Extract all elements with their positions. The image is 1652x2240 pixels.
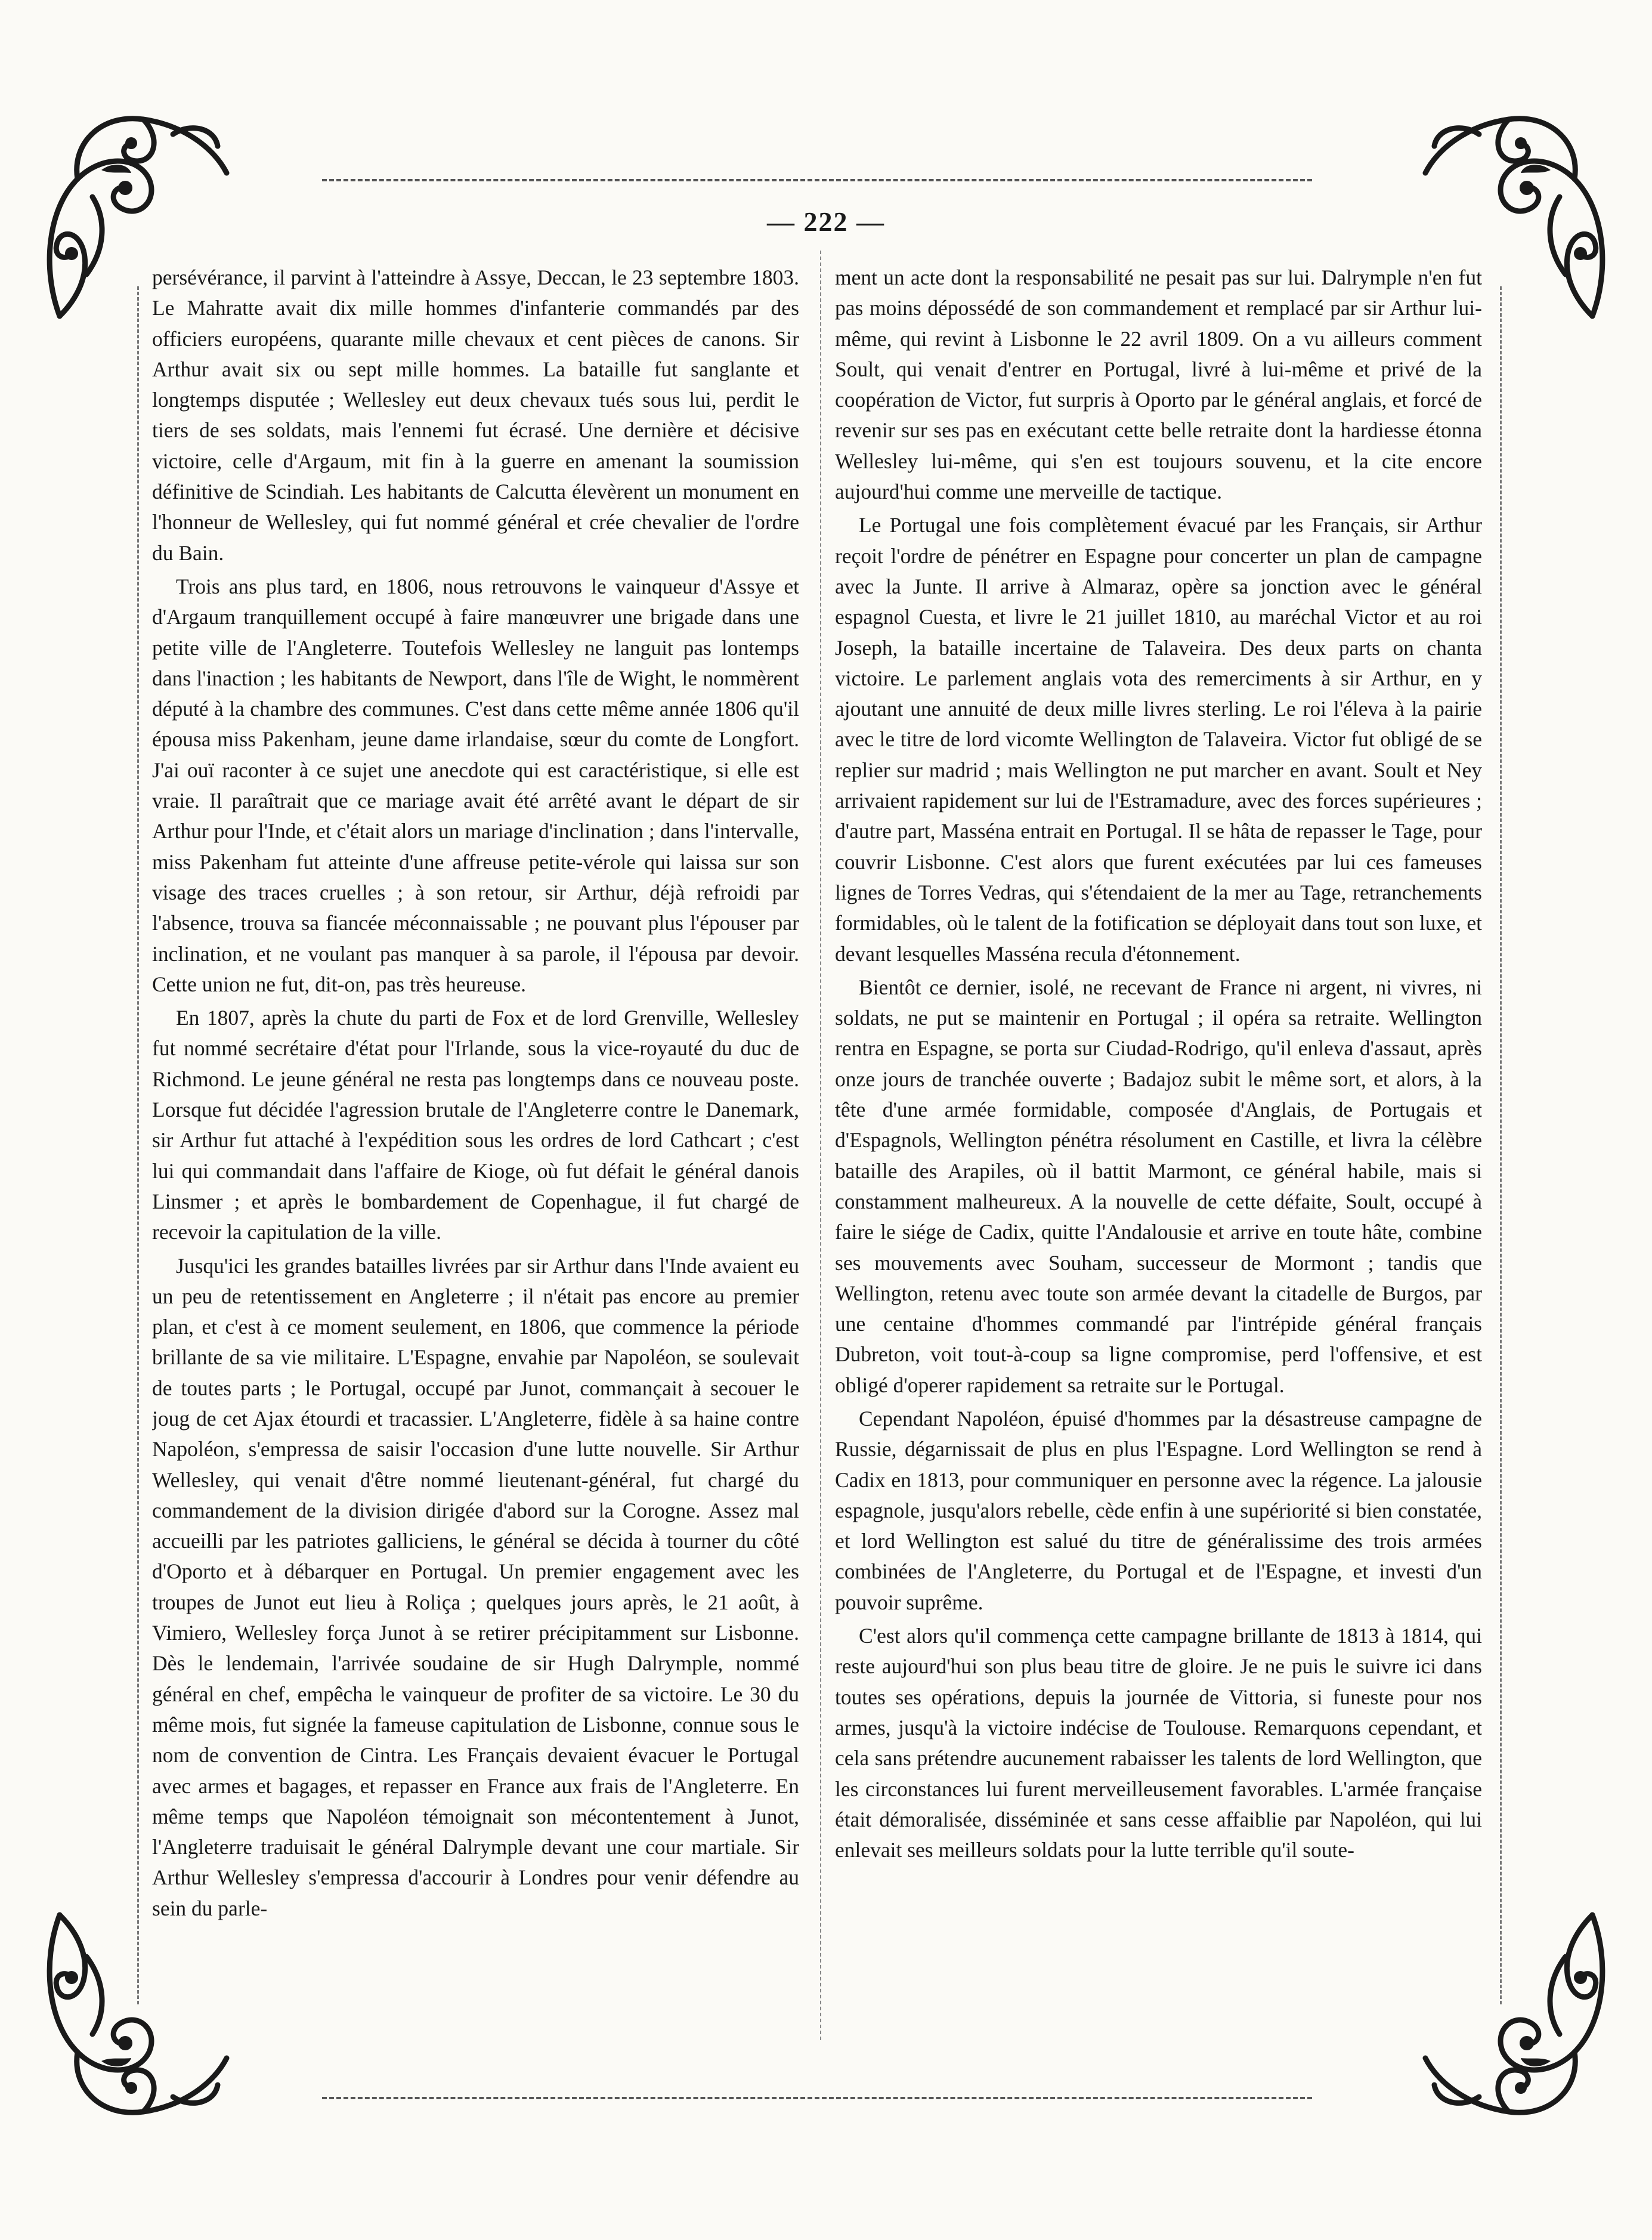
paragraph: persévérance, il parvint à l'atteindre à Assye, Deccan, le 23 septembre 1803. Le Mahratte avait dix mille hommes d'infanterie commandés par des officiers européens, quarante mille chevaux et cent pièces de canons. Sir Arthur avait six ou sept mille hommes. La bataille fut sanglante et longtemps disputée ; Wellesley eut deux chevaux tués sous lui, perdit le tiers de ses soldats, mais l'ennemi fut écrasé. Une dernière et décisive victoire, celle d'Argaum, mit fin à la guerre en amenant la soumission définitive de Scindiah. Les habitants de Calcutta élevèrent un monument en l'honneur de Wellesley, qui fut nommé général et crée chevalier de l'ordre du Bain.: [152, 265, 799, 565]
left-text-column: [152, 262, 799, 2046]
right-border-rule: [1500, 286, 1502, 2004]
paragraph: Le Portugal une fois complètement évacué par les Français, sir Arthur reçoit l'ordre de pénétrer en Espagne pour concerter un plan de campagne avec la Junte. Il arrive à Almaraz, opère sa jonction avec le général espagnol Cuesta, et livre le 21 juillet 1810, au maréchal Victor et au roi Joseph, la bataille incertaine de Talaveira. Des deux parts on chanta victoire. Le parlement anglais vota des remerciments à sir Arthur, en y ajoutant une annuité de deux mille livres sterling. Le roi l'éleva à la pairie avec le titre de lord vicomte Wellington de Talaveira. Victor fut obligé de se replier sur madrid ; mais Wellington ne put marcher en avant. Soult et Ney arrivaient rapidement sur lui de l'Estramadure, avec des forces supérieures ; d'autre part, Masséna entrait en Portugal. Il se hâta de repasser le Tage, pour couvrir Lisbonne. C'est alors que furent exécutées par lui ces fameuses lignes de Torres Vedras, qui s'étendaient de la mer au Tage, retranchements formidables, où le talent de la fotification se déployait dans tout son luxe, et devant lesquelles Masséna recula d'étonnement.: [835, 513, 1482, 966]
page-number: — 222 —: [767, 206, 885, 237]
column-divider: [820, 251, 821, 2040]
paragraph: ment un acte dont la responsabilité ne pesait pas sur lui. Dalrymple n'en fut pas moins dépossédé de son commandement et remplacé par sir Arthur lui-même, qui revint à Lisbonne le 22 avril 1809. On a vu ailleurs comment Soult, qui venait d'entrer en Portugal, livré à lui-même et privé de la coopération de Victor, fut surpris à Oporto par le général anglais, et forcé de revenir sur ses pas en exécutant cette belle retraite dont la hardiesse étonna Wellesley lui-même, qui s'en est toujours souvenu, et la cite encore aujourd'hui comme une merveille de tactique.: [835, 265, 1482, 504]
bottom-border-rule: [322, 2097, 1312, 2099]
left-border-rule: [137, 286, 139, 2004]
paragraph: Cependant Napoléon, épuisé d'hommes par la désastreuse campagne de Russie, dégarnissait de plus en plus l'Espagne. Lord Wellington se rend à Cadix en 1813, pour communiquer en personne avec la régence. La jalousie espagnole, jusqu'alors rebelle, cède enfin à une supériorité si bien constatée, et lord Wellington est salué du titre de généralissime des trois armées combinées de l'Angleterre, du Portugal et de l'Espagne, et investi d'un pouvoir suprême.: [835, 1406, 1482, 1614]
paragraph: En 1807, après la chute du parti de Fox et de lord Grenville, Wellesley fut nommé secrétaire d'état pour l'Irlande, sous la vice-royauté du duc de Richmond. Le jeune général ne resta pas longtemps dans ce nouveau poste. Lorsque fut décidée l'agression brutale de l'Angleterre contre le Danemark, sir Arthur fut attaché à l'expédition sous les ordres de lord Cathcart ; c'est lui qui commandait dans l'affaire de Kioge, où fut défait le général danois Linsmer ; et après le bombardement de Copenhague, il fut chargé de recevoir la capitulation de la ville.: [152, 1006, 799, 1244]
paragraph: C'est alors qu'il commença cette campagne brillante de 1813 à 1814, qui reste aujourd'hui son plus beau titre de gloire. Je ne puis le suivre ici dans toutes ses opérations, depuis la journée de Vittoria, si funeste pour nos armes, jusqu'à la victoire indécise de Toulouse. Remarquons cependant, et cela sans prétendre aucunement rabaisser les talents de lord Wellington, que les circonstances lui furent merveilleusement favorables. L'armée française était démoralisée, disséminée et sans cesse affaiblie par Napoléon, qui lui enlevait ses meilleurs soldats pour la lutte terrible qu'il soute-: [835, 1624, 1482, 1862]
paragraph: Jusqu'ici les grandes batailles livrées par sir Arthur dans l'Inde avaient eu un peu de retentissement en Angleterre ; il n'était pas encore au premier plan, et c'est à ce moment seulement, en 1806, que commence la période brillante de sa vie militaire. L'Espagne, envahie par Napoléon, se soulevait de toutes parts ; le Portugal, occupé par Junot, commançait à secouer le joug de cet Ajax étourdi et tracassier. L'Angleterre, fidèle à sa haine contre Napoléon, s'empressa de saisir l'occasion d'une lutte nouvelle. Sir Arthur Wellesley, qui venait d'être nommé lieutenant-général, fut chargé du commandement de la division dirigée d'abord sur la Corogne. Assez mal accueilli par les patriotes galliciens, le général se décida à tourner du côté d'Oporto et à débarquer en Portugal. Un premier engagement avec les troupes de Junot eut lieu à Roliça ; quelques jours après, le 21 août, à Vimiero, Wellesley força Junot à se retirer précipitamment sur Lisbonne. Dès le lendemain, l'arrivée soudaine de sir Hugh Dalrymple, nommé général en chef, empêcha le vainqueur de profiter de sa victoire. Le 30 du même mois, fut signée la fameuse capitulation de Lisbonne, connue sous le nom de convention de Cintra. Les Français devaient évacuer le Portugal avec armes et bagages, et repasser en France aux frais de l'Angleterre. En même temps que Napoléon témoignait son mécontentement à Junot, l'Angleterre traduisait le général Dalrymple devant une cour martiale. Sir Arthur Wellesley s'empressa d'accourir à Londres pour venir défendre au sein du parle-: [152, 1253, 799, 1920]
paragraph: Bientôt ce dernier, isolé, ne recevant de France ni argent, ni vivres, ni soldats, ne put se maintenir en Portugal ; il opéra sa retraite. Wellington rentra en Espagne, se porta sur Ciudad-Rodrigo, qu'il enleva d'assaut, après onze jours de tranchée ouverte ; Badajoz subit le même sort, et alors, à la tête d'une armée formidable, composée d'Anglais, de Portugais et d'Espagnols, Wellington pénétra résolument en Castille, et livra la célèbre bataille des Arapiles, où il battit Marmont, ce général habile, mais si constamment malheureux. A la nouvelle de cette défaite, Soult, occupé à faire le siége de Cadix, quitte l'Andalousie et arrive en toute hâte, combine ses mouvements avec Souham, successeur de Mormont ; tandis que Wellington, retenu avec toute son armée devant la citadelle de Burgos, par une centaine d'hommes commandé par l'intrépide général français Dubreton, voit tout-à-coup sa ligne compromise, perd l'offensive, et est obligé d'operer rapidement sa retraite sur le Portugal.: [835, 975, 1482, 1397]
top-border-rule: [322, 179, 1312, 181]
paragraph: Trois ans plus tard, en 1806, nous retrouvons le vainqueur d'Assye et d'Argaum tranquillement occupé à faire manœuvrer une brigade dans une petite ville de l'Angleterre. Toutefois Wellesley ne languit pas lontemps dans l'inaction ; les habitants de Newport, dans l'île de Wight, le nommèrent député à la chambre des communes. C'est dans cette même année 1806 qu'il épousa miss Pakenham, jeune dame irlandaise, sœur du comte de Longfort. J'ai ouï raconter à ce sujet une anecdote qui est caractéristique, si elle est vraie. Il paraîtrait que ce mariage avait été arrêté avant le départ de sir Arthur pour l'Inde, et c'était alors un mariage d'inclination ; dans l'intervalle, miss Pakenham fut atteinte d'une affreuse petite-vérole qui laissa sur son visage des traces cruelles ; à son retour, sir Arthur, déjà refroidi par l'absence, trouva sa fiancée méconnaissable ; ne pouvant plus l'épouser par inclination, et ne voulant pas manquer à sa parole, il l'épousa par devoir. Cette union ne fut, dit-on, pas très heureuse.: [152, 574, 799, 996]
right-text-column: [835, 262, 1482, 2046]
